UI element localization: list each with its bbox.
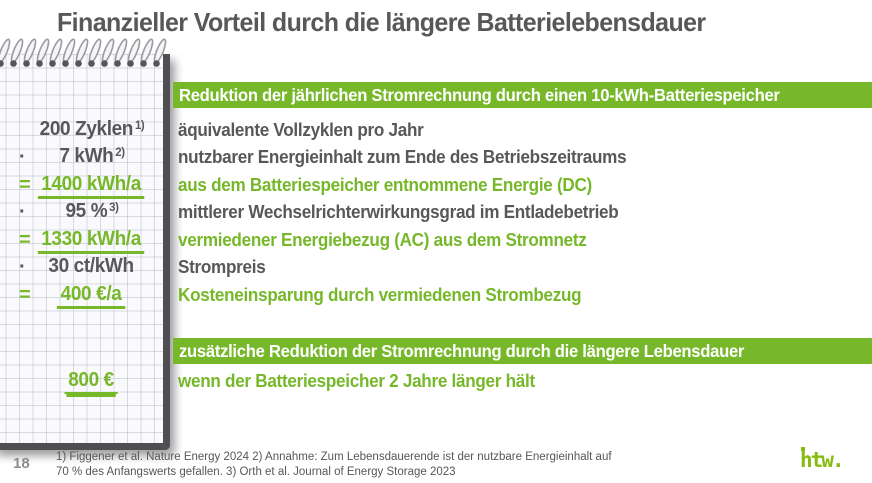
- value-text: 7 kWh: [59, 145, 114, 167]
- calc-row-entnommene-energie: [0, 171, 872, 199]
- footnotes: [56, 450, 612, 480]
- value-text: 1330 kWh/a: [37, 228, 144, 254]
- section2-header-bar: [173, 338, 872, 364]
- value-text: 30 ct/kWh: [48, 255, 134, 277]
- htw-logo-text: htw.: [800, 448, 843, 472]
- operator: ·: [19, 146, 26, 168]
- row-value: [27, 171, 156, 198]
- row-value: [27, 226, 156, 253]
- row-value: [27, 253, 156, 280]
- row-description: äquivalente Vollzyklen pro Jahr: [178, 120, 424, 140]
- section2-header-label: zusätzliche Reduktion der Stromrechnung durch die längere Lebensdauer: [179, 341, 745, 361]
- row-value: [27, 143, 156, 170]
- htw-logo: [800, 448, 862, 474]
- calc-row-strompreis: [0, 253, 872, 281]
- calc-row-wirkungsgrad: [0, 198, 872, 226]
- row-description: aus dem Batteriespeicher entnommene Energie (DC): [178, 175, 592, 195]
- row-description: wenn der Batteriespeicher 2 Jahre länger hält: [178, 371, 535, 391]
- operator: ·: [19, 201, 26, 223]
- calc-row-vollzyklen: [0, 116, 872, 144]
- operator: =: [19, 174, 31, 196]
- spiral-binding-icon: [0, 36, 172, 76]
- row-description: Strompreis: [178, 257, 266, 277]
- footnote-line-2: 70 % des Anfangswerts gefallen. 3) Orth et al. Journal of Energy Storage 2023: [56, 465, 456, 478]
- section1-header-bar: [173, 82, 872, 108]
- footnote-line-1: 1) Figgener et al. Nature Energy 2024 2) Annahme: Zum Lebensdauerende ist der nutzbare Energieinhalt auf: [56, 451, 612, 463]
- row-description: nutzbarer Energieinhalt zum Ende des Betriebszeitraums: [178, 147, 627, 167]
- operator: =: [19, 284, 31, 306]
- page-number: 18: [13, 455, 30, 472]
- value-text: 95 %: [65, 200, 108, 222]
- footnote-ref: 1): [134, 118, 145, 132]
- row-value: [27, 367, 156, 394]
- footnote-ref: 2): [115, 145, 125, 159]
- calc-row-vermiedener-energiebezug: [0, 226, 872, 254]
- row-value: [27, 116, 156, 143]
- slide-title: Finanzieller Vorteil durch die längere Batterielebensdauer: [57, 7, 706, 37]
- row-description: mittlerer Wechselrichterwirkungsgrad im Entladebetrieb: [178, 202, 619, 222]
- calc-row-laengere-lebensdauer: [0, 367, 872, 395]
- calc-row-energieinhalt: [0, 143, 872, 171]
- row-value: [27, 198, 156, 225]
- row-description: vermiedener Energiebezug (AC) aus dem Stromnetz: [178, 230, 587, 250]
- row-description: Kosteneinsparung durch vermiedenen Strombezug: [178, 285, 582, 305]
- value-text: 800 €: [64, 369, 117, 394]
- footnote-ref: 3): [109, 200, 119, 214]
- value-text: 1400 kWh/a: [37, 173, 144, 199]
- value-text: 400 €/a: [57, 283, 125, 309]
- row-value: [27, 281, 156, 308]
- value-text: 200 Zyklen: [39, 118, 134, 140]
- operator: =: [19, 229, 31, 251]
- section1-header-label: Reduktion der jährlichen Stromrechnung durch einen 10-kWh-Batteriespeicher: [179, 85, 780, 105]
- calc-row-kosteneinsparung: [0, 281, 872, 309]
- operator: ·: [19, 256, 26, 278]
